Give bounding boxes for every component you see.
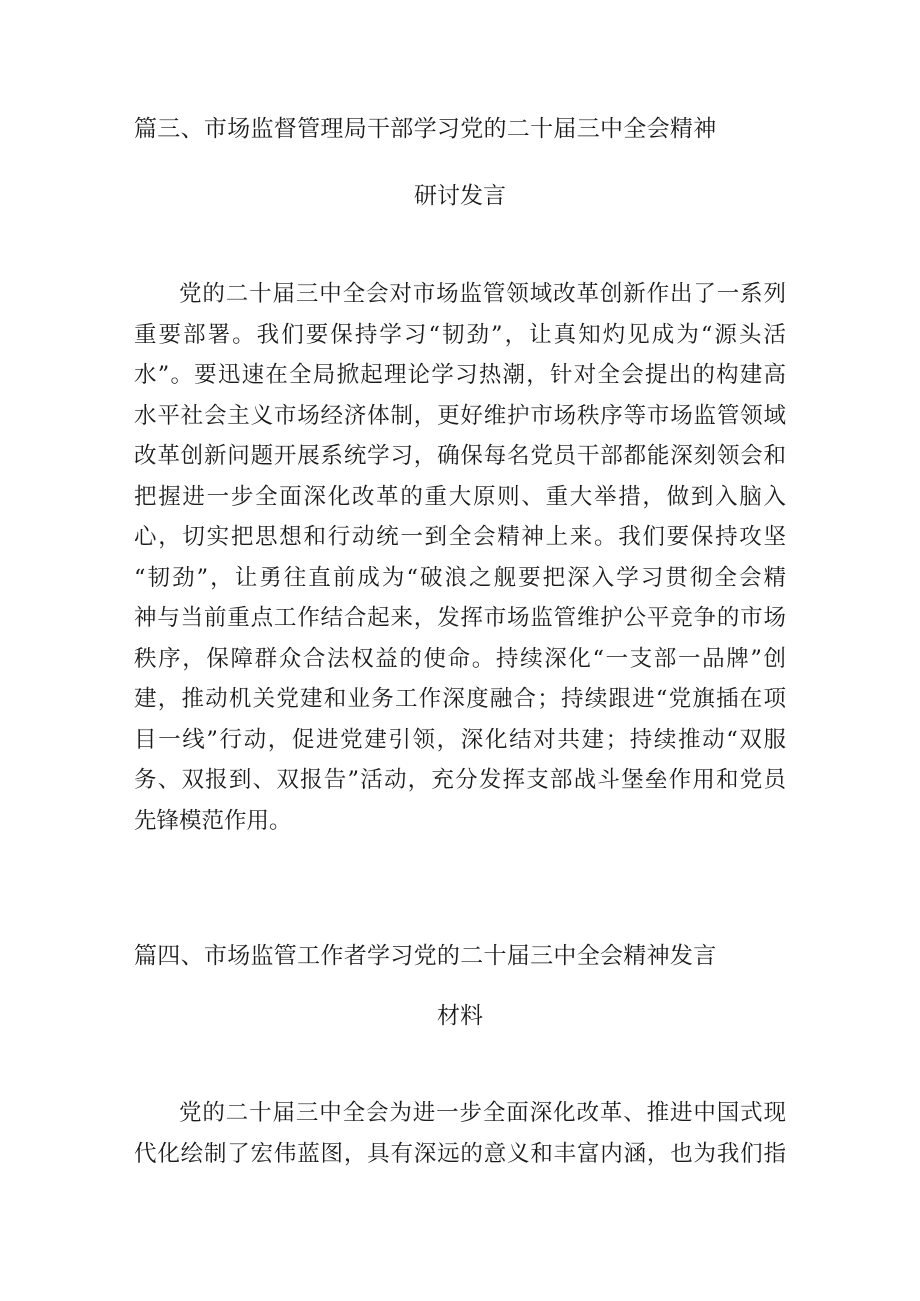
section-3-title-line-2	[0, 181, 920, 211]
paragraph-line: 务、双报到、双报告”活动，充分发挥支部战斗堡垒作用和党员	[134, 767, 786, 793]
paragraph-line: 神与当前重点工作结合起来，发挥市场监管维护公平竞争的市场	[134, 605, 786, 631]
paragraph-line: 水平社会主义市场经济体制，更好维护市场秩序等市场监管领域	[134, 402, 786, 429]
section-4-title-line-2-text: 材料	[437, 1003, 483, 1029]
paragraph-line: 先锋模范作用。	[134, 807, 292, 834]
paragraph-line: 心，切实把思想和行动统一到全会精神上来。我们要保持攻坚	[134, 524, 786, 550]
section-4-title-line-1: 篇四、市场监管工作者学习党的二十届三中全会精神发言	[134, 943, 717, 969]
paragraph-line: 把握进一步全面深化改革的重大原则、重大举措，做到入脑入	[134, 483, 786, 510]
paragraph-line: 改革创新问题开展系统学习，确保每名党员干部都能深刻领会和	[134, 443, 786, 469]
paragraph-line: 党的二十届三中全会对市场监管领域改革创新作出了一系列	[179, 281, 786, 307]
paragraph-line: 秩序，保障群众合法权益的使命。持续深化“一支部一品牌”创	[134, 645, 786, 672]
section-3-paragraph	[134, 274, 786, 841]
section-3-title-line-1: 篇三、市场监督管理局干部学习党的二十届三中全会精神	[134, 116, 717, 142]
section-3-title-line-2-text: 研讨发言	[414, 183, 506, 209]
section-4-paragraph	[134, 1093, 786, 1174]
paragraph-line: 水”。要迅速在全局掀起理论学习热潮，针对全会提出的构建高	[134, 362, 786, 388]
section-4-title-line-2	[0, 1001, 920, 1031]
paragraph-line: 代化绘制了宏伟蓝图，具有深远的意义和丰富内涵，也为我们指	[134, 1140, 786, 1167]
paragraph-line: “韧劲”，让勇往直前成为“破浪之舰要把深入学习贯彻全会精	[134, 564, 786, 591]
paragraph-line: 目一线”行动，促进党建引领，深化结对共建；持续推动“双服	[134, 726, 786, 753]
paragraph-line: 党的二十届三中全会为进一步全面深化改革、推进中国式现	[179, 1100, 786, 1126]
paragraph-line: 重要部署。我们要保持学习“韧劲”，让真知灼见成为“源头活	[134, 321, 786, 348]
paragraph-line: 建，推动机关党建和业务工作深度融合；持续跟进“党旗插在项	[134, 686, 786, 712]
